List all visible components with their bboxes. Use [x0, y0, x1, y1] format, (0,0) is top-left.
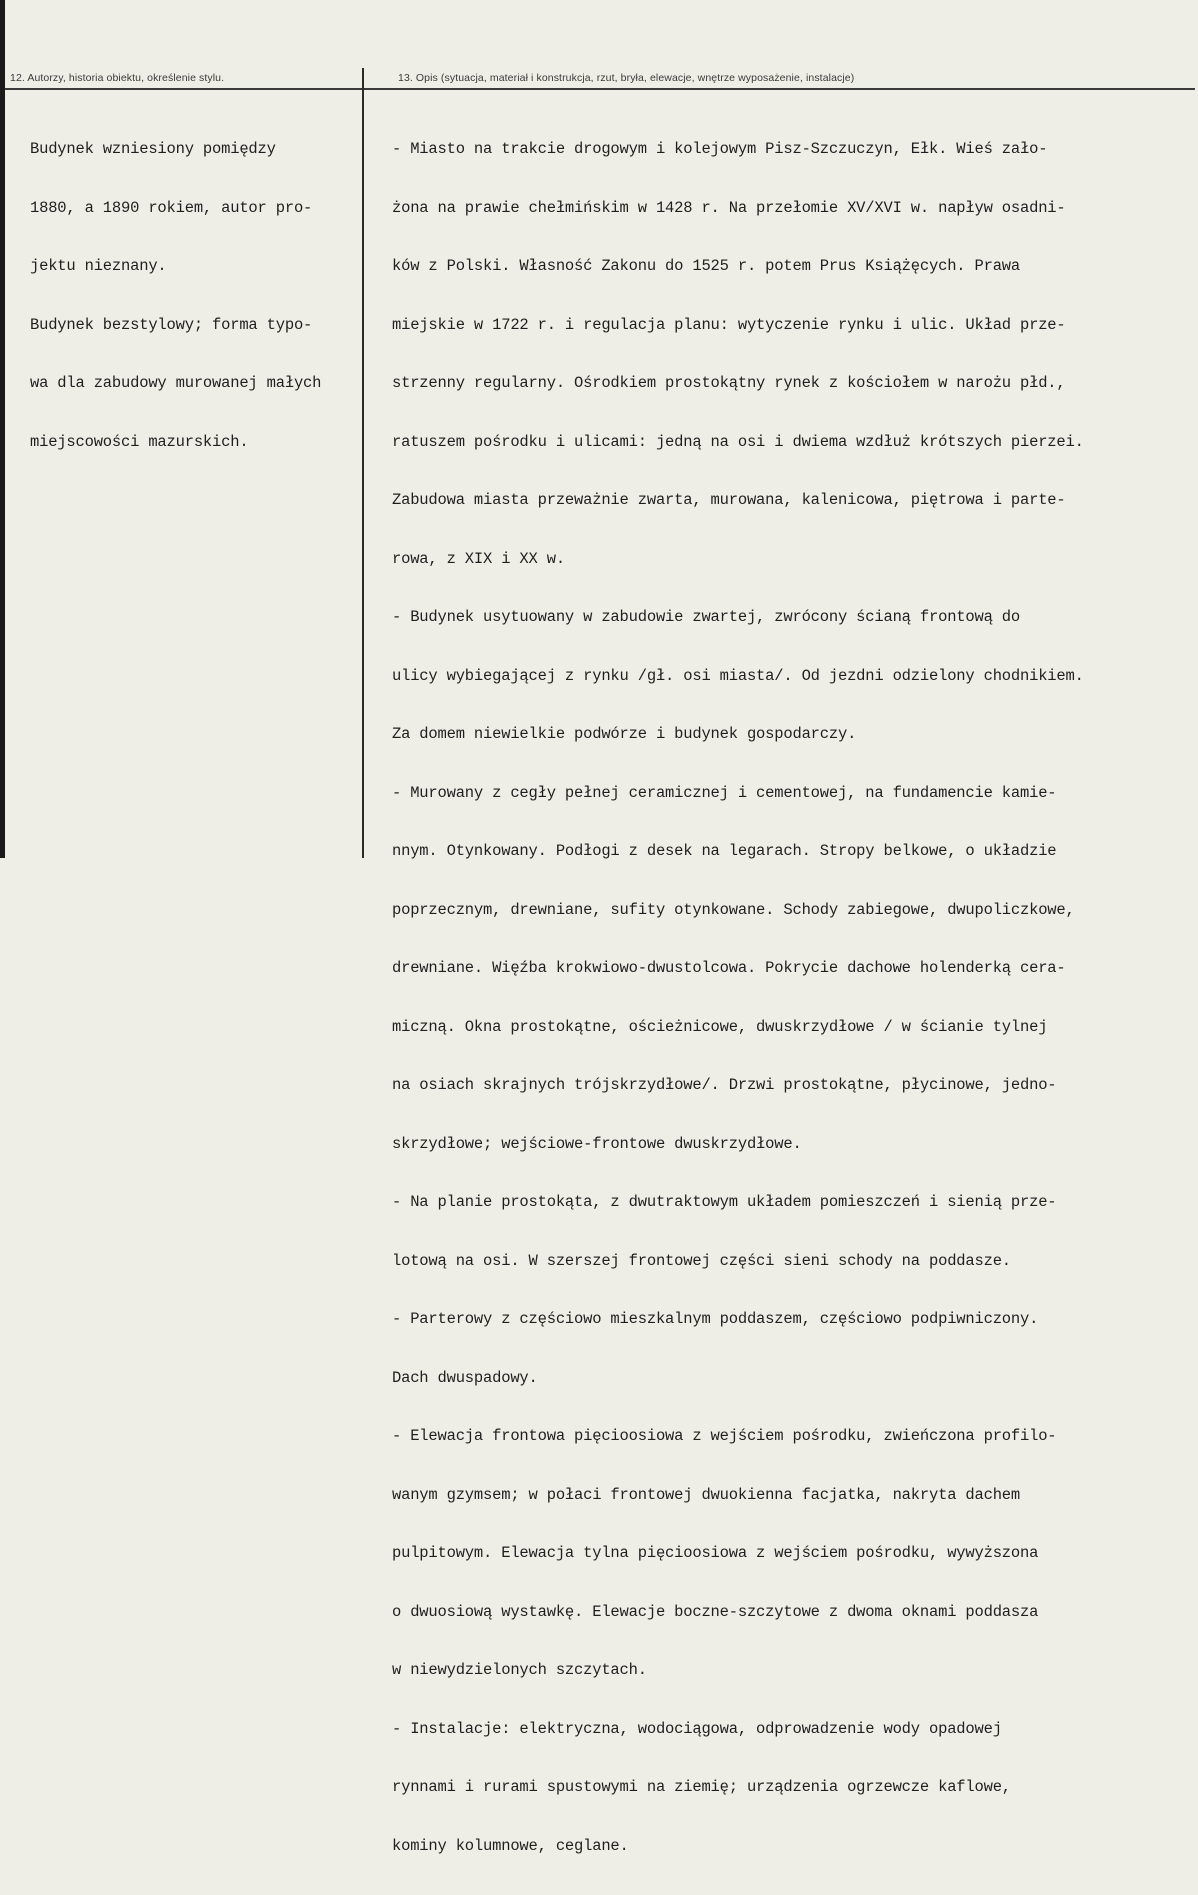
- text-line: - Budynek usytuowany w zabudowie zwartej, zwrócony ścianą frontową do: [392, 608, 1021, 626]
- text-line: w niewydzielonych szczytach.: [392, 1661, 647, 1679]
- field-13-text: [392, 101, 1084, 1895]
- text-line: Za domem niewielkie podwórze i budynek gospodarczy.: [392, 725, 857, 743]
- text-line: - Instalacje: elektryczna, wodociągowa, odprowadzenie wody opadowej: [392, 1719, 1002, 1738]
- text-line: skrzydłowe; wejściowe-frontowe dwuskrzydłowe.: [392, 1134, 802, 1153]
- text-line: wanym gzymsem; w połaci frontowej dwuokienna facjatka, nakryta dachem: [392, 1485, 1021, 1504]
- text-line: rynnami i rurami spustowymi na ziemię; urządzenia ogrzewcze kaflowe,: [392, 1778, 1011, 1796]
- text-line: wa dla zabudowy murowanej małych: [30, 374, 322, 392]
- text-line: Budynek wzniesiony pomiędzy: [30, 140, 276, 158]
- text-line: ulicy wybiegającej z rynku /gł. osi miasta/. Od jezdni odzielony chodnikiem.: [392, 666, 1084, 685]
- text-line: - Murowany z cegły pełnej ceramicznej i cementowej, na fundamencie kamie-: [392, 783, 1057, 802]
- text-line: strzenny regularny. Ośrodkiem prostokątny rynek z kościołem w narożu płd.,: [392, 374, 1066, 392]
- text-line: kominy kolumnowe, ceglane.: [392, 1836, 629, 1855]
- text-line: rowa, z XIX i XX w.: [392, 549, 565, 568]
- text-line: - Miasto na trakcie drogowym i kolejowym Pisz-Szczuczyn, Ełk. Wieś zało-: [392, 140, 1048, 158]
- field-12-text: [30, 101, 321, 491]
- text-line: Zabudowa miasta przeważnie zwarta, murowana, kalenicowa, piętrowa i parte-: [392, 491, 1066, 509]
- text-line: jektu nieznany.: [30, 257, 167, 275]
- text-line: - Na planie prostokąta, z dwutraktowym układem pomieszczeń i sienią prze-: [392, 1193, 1057, 1211]
- text-line: na osiach skrajnych trójskrzydłowe/. Drzwi prostokątne, płycinowe, jedno-: [392, 1076, 1057, 1094]
- text-line: Budynek bezstylowy; forma typo-: [30, 315, 313, 334]
- card-left-edge: [0, 0, 5, 858]
- text-line: miejscowości mazurskich.: [30, 432, 249, 451]
- field-13-header: 13. Opis (sytuacja, materiał i konstrukcja, rzut, bryła, elewacje, wnętrze wyposażenie, instalacje): [398, 72, 855, 84]
- text-line: o dwuosiową wystawkę. Elewacje boczne-szczytowe z dwoma oknami poddasza: [392, 1602, 1039, 1621]
- field-12-header: 12. Autorzy, historia obiektu, określenie stylu.: [10, 72, 225, 84]
- text-line: - Elewacja frontowa pięcioosiowa z wejściem pośrodku, zwieńczona profilo-: [392, 1427, 1057, 1445]
- text-line: ratuszem pośrodku i ulicami: jedną na osi i dwiema wzdłuż krótszych pierzei.: [392, 432, 1084, 451]
- text-line: Dach dwuspadowy.: [392, 1368, 538, 1387]
- text-line: - Parterowy z częściowo mieszkalnym poddaszem, częściowo podpiwniczony.: [392, 1310, 1039, 1328]
- text-line: drewniane. Więźba krokwiowo-dwustolcowa. Pokrycie dachowe holenderką cera-: [392, 959, 1066, 977]
- text-line: 1880, a 1890 rokiem, autor pro-: [30, 198, 313, 217]
- header-rule: [5, 88, 1195, 90]
- text-line: żona na prawie chełmińskim w 1428 r. Na przełomie XV/XVI w. napływ osadni-: [392, 198, 1066, 217]
- text-line: miczną. Okna prostokątne, ościeżnicowe, dwuskrzydłowe / w ścianie tylnej: [392, 1017, 1048, 1036]
- text-line: pulpitowym. Elewacja tylna pięcioosiowa z wejściem pośrodku, wywyższona: [392, 1544, 1039, 1562]
- text-line: ków z Polski. Własność Zakonu do 1525 r. potem Prus Książęcych. Prawa: [392, 257, 1021, 275]
- text-line: poprzecznym, drewniane, sufity otynkowane. Schody zabiegowe, dwupoliczkowe,: [392, 900, 1075, 919]
- text-line: miejskie w 1722 r. i regulacja planu: wytyczenie rynku i ulic. Układ prze-: [392, 315, 1066, 334]
- text-line: nnym. Otynkowany. Podłogi z desek na legarach. Stropy belkowe, o układzie: [392, 842, 1057, 860]
- column-divider: [362, 68, 364, 858]
- text-line: lotową na osi. W szerszej frontowej części sieni schody na poddasze.: [392, 1251, 1011, 1270]
